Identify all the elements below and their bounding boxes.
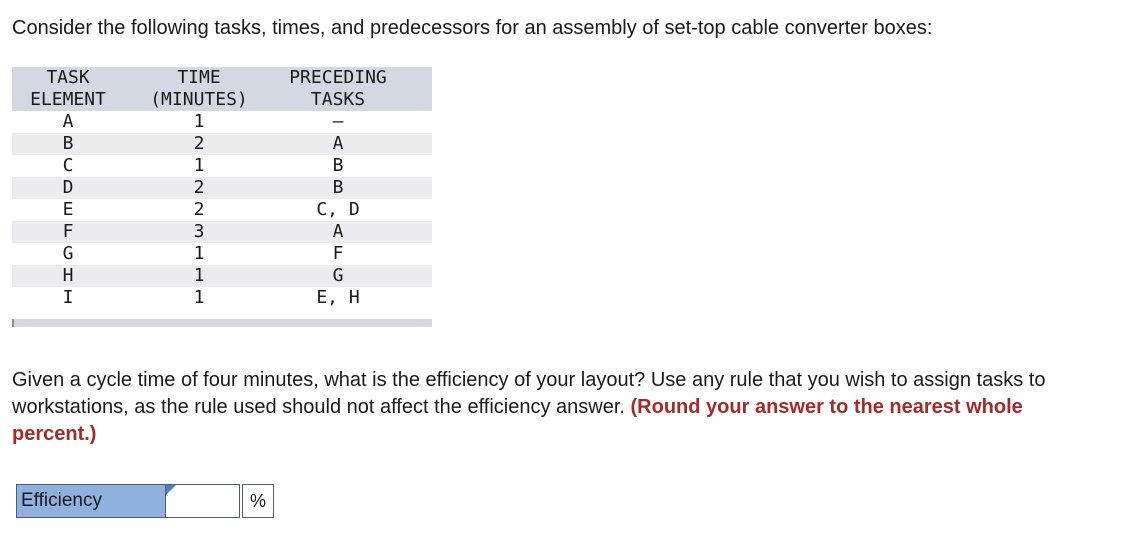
header-time: [124, 67, 274, 111]
table-row: [12, 111, 432, 133]
pred-cell: C, D: [316, 199, 360, 220]
answer-row: [16, 484, 274, 518]
time-cell: 1: [193, 265, 205, 286]
task-cell: A: [62, 111, 74, 132]
header-preceding: [274, 67, 402, 111]
task-cell: G: [62, 243, 74, 264]
table-row: [12, 177, 432, 199]
table-row: [12, 265, 432, 287]
table-row: [12, 199, 432, 221]
header-task-element: [12, 67, 124, 111]
table-row: [12, 155, 432, 177]
percent-unit: %: [242, 484, 274, 518]
time-cell: 2: [193, 199, 205, 220]
pred-cell: E, H: [316, 287, 360, 308]
pred-cell: F: [332, 243, 344, 264]
table-row: [12, 287, 432, 309]
header-pred-line1: PRECEDING: [289, 67, 387, 88]
time-cell: 2: [193, 177, 205, 198]
intro-text: Consider the following tasks, times, and predecessors for an assembly of set-top cable converter boxes:: [12, 17, 933, 39]
rounding-instruction: (Round your answer to the nearest whole percent.): [12, 396, 1023, 445]
input-corner-marker-icon: [166, 485, 176, 495]
task-table: [12, 67, 432, 327]
task-cell: C: [62, 155, 74, 176]
table-header: [12, 67, 432, 111]
table-row: [12, 221, 432, 243]
efficiency-input-wrapper: [166, 484, 240, 518]
task-cell: H: [62, 265, 74, 286]
header-task-line1: TASK: [46, 67, 90, 88]
time-cell: 1: [193, 287, 205, 308]
header-time-line1: TIME: [177, 67, 221, 88]
task-cell: B: [62, 133, 74, 154]
task-cell: F: [62, 221, 74, 242]
pred-cell: A: [332, 221, 344, 242]
pred-cell: B: [332, 177, 344, 198]
header-pred-line2: TASKS: [310, 89, 366, 110]
pred-cell: G: [332, 265, 344, 286]
pred-cell: B: [332, 155, 344, 176]
efficiency-input[interactable]: [166, 485, 239, 517]
pred-cell: —: [332, 111, 344, 132]
task-cell: E: [62, 199, 74, 220]
question-body: Given a cycle time of four minutes, what is the efficiency of your layout? Use any rule that you wish to assign tasks to workstations, as the rule used should not affect the efficiency answer.: [12, 369, 1046, 418]
table-row: [12, 243, 432, 265]
time-cell: 1: [193, 111, 205, 132]
time-cell: 1: [193, 243, 205, 264]
task-cell: I: [62, 287, 74, 308]
efficiency-label: Efficiency: [16, 484, 166, 518]
header-time-line2: (MINUTES): [150, 89, 248, 110]
table-bottom-rule: [12, 319, 432, 327]
question-text: [12, 367, 1112, 448]
time-cell: 3: [193, 221, 205, 242]
time-cell: 1: [193, 155, 205, 176]
header-task-line2: ELEMENT: [30, 89, 106, 110]
table-row: [12, 133, 432, 155]
time-cell: 2: [193, 133, 205, 154]
pred-cell: A: [332, 133, 344, 154]
task-cell: D: [62, 177, 74, 198]
